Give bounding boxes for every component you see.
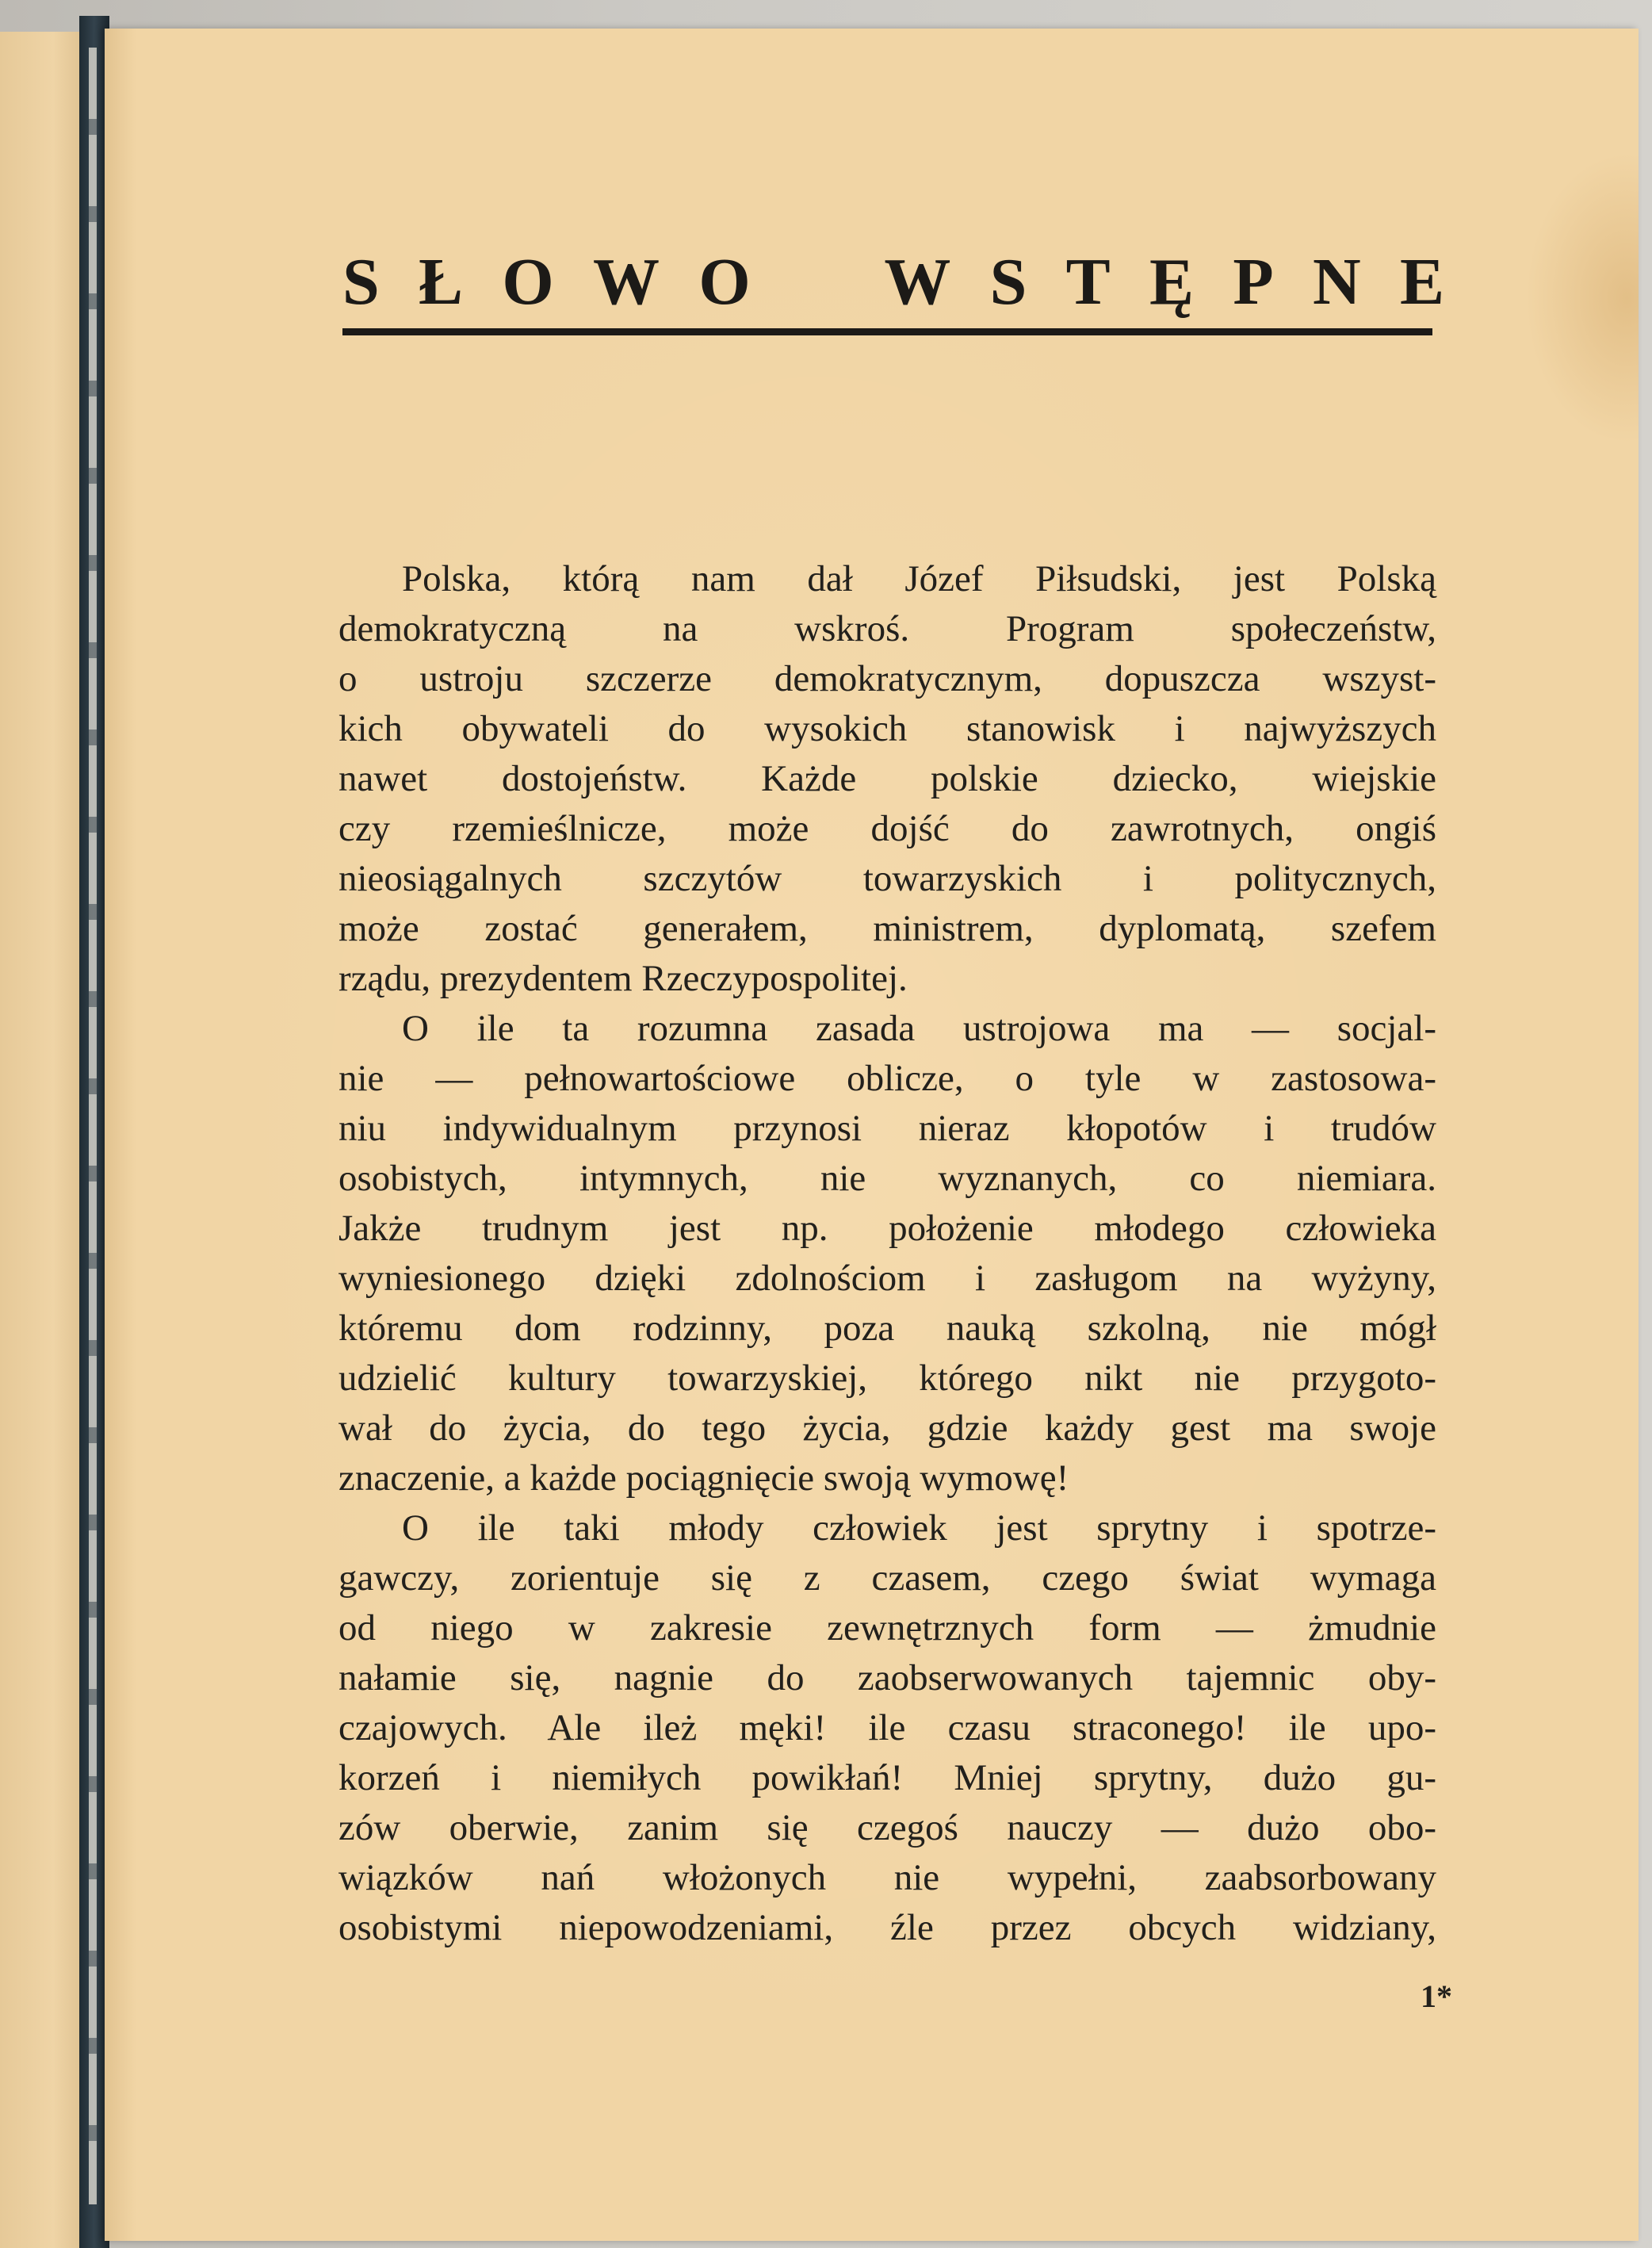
heading-letter: P [1233, 245, 1274, 319]
text-line: demokratyczną na wskroś. Program społeczeństw, [338, 608, 1436, 649]
text-line: gawczy, zorientuje się z czasem, czego świat wymaga [338, 1557, 1436, 1599]
text-line: osobistych, intymnych, nie wyznanych, co niemiara. [338, 1158, 1436, 1199]
text-line: nie — pełnowartościowe oblicze, o tyle w zastosowa- [338, 1058, 1436, 1099]
heading-letter: E [1399, 245, 1444, 319]
book-page [105, 29, 1639, 2241]
text-line: korzeń i niemiłych powikłań! Mniej sprytny, dużo gu- [338, 1757, 1436, 1798]
heading-letter: N [1312, 245, 1361, 319]
text-line: czy rzemieślnicze, może dojść do zawrotnych, ongiś [338, 808, 1436, 849]
text-line: o ustroju szczerze demokratycznym, dopuszcza wszyst- [338, 658, 1436, 699]
heading-letter: O [502, 245, 554, 319]
heading-word-gap [790, 239, 845, 326]
text-line: kich obywateli do wysokich stanowisk i najwyższych [338, 708, 1436, 749]
text-line: O ile taki młody człowiek jest sprytny i spotrze- [402, 1507, 1436, 1549]
paragraph [338, 554, 1436, 1004]
text-line: Polska, którą nam dał Józef Piłsudski, jest Polską [402, 558, 1436, 599]
text-line: Jakże trudnym jest np. położenie młodego człowieka [338, 1208, 1436, 1249]
page-heading [342, 239, 1444, 326]
heading-letter: O [698, 245, 751, 319]
heading-letter: S [342, 245, 380, 319]
text-line: zów oberwie, zanim się czegoś nauczy — dużo obo- [338, 1807, 1436, 1848]
text-line: od niego w zakresie zewnętrznych form — żmudnie [338, 1607, 1436, 1649]
paragraph [338, 1004, 1436, 1503]
facing-page-edge [0, 32, 89, 2248]
text-line: rządu, prezydentem Rzeczypospolitej. [338, 958, 908, 999]
text-line: znaczenie, a każde pociągnięcie swoją wymowę! [338, 1457, 1069, 1499]
text-line: nieosiągalnych szczytów towarzyskich i politycznych, [338, 858, 1436, 899]
text-line: wiązków nań włożonych nie wypełni, zaabsorbowany [338, 1857, 1436, 1898]
text-line: czajowych. Ale ileż męki! ile czasu straconego! ile upo- [338, 1707, 1436, 1748]
paragraph [338, 1503, 1436, 1953]
heading-letter: Ę [1149, 245, 1195, 319]
heading-letter: W [593, 245, 660, 319]
heading-letter: W [884, 245, 951, 319]
heading-letter: Ł [419, 245, 464, 319]
text-line: nawet dostojeństw. Każde polskie dziecko, wiejskie [338, 758, 1436, 799]
text-line: nałamie się, nagnie do zaobserwowanych tajemnic oby- [338, 1657, 1436, 1698]
text-line: O ile ta rozumna zasada ustrojowa ma — socjal- [402, 1008, 1436, 1049]
binding-thread [89, 48, 97, 2204]
heading-letter: S [989, 245, 1027, 319]
text-line: osobistymi niepowodzeniami, źle przez obcych widziany, [338, 1907, 1436, 1948]
heading-underline [342, 328, 1432, 335]
page-number: 1* [1421, 1978, 1452, 2014]
text-line: może zostać generałem, ministrem, dyplomatą, szefem [338, 908, 1436, 949]
body-text [338, 554, 1436, 1953]
heading-letter: T [1065, 245, 1111, 319]
text-line: wał do życia, do tego życia, gdzie każdy gest ma swoje [338, 1407, 1436, 1449]
text-line: udzielić kultury towarzyskiej, którego nikt nie przygoto- [338, 1358, 1436, 1399]
text-line: niu indywidualnym przynosi nieraz kłopotów i trudów [338, 1108, 1436, 1149]
text-line: wyniesionego dzięki zdolnościom i zasługom na wyżyny, [338, 1258, 1436, 1299]
text-line: któremu dom rodzinny, poza nauką szkolną, nie mógł [338, 1308, 1436, 1349]
